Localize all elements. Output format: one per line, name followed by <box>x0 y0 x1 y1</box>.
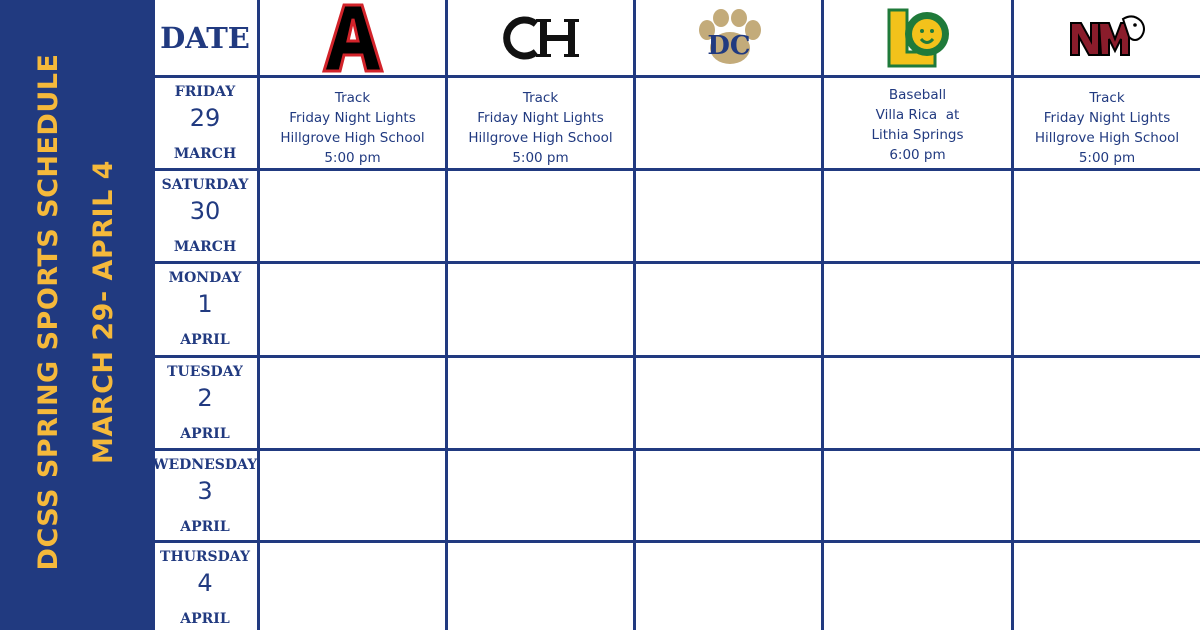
lithia-springs-lion-logo-icon <box>824 2 1011 74</box>
event-name: Friday Night Lights <box>289 110 416 126</box>
day-number: 1 <box>197 290 213 318</box>
event-venue: Hillgrove High School <box>280 130 425 146</box>
event-matchup: Villa Rica at <box>875 107 960 123</box>
douglas-county-paw-logo-icon <box>636 2 821 74</box>
event-cell-friday-new-manchester <box>1014 88 1200 168</box>
event-opponent: Lithia Springs <box>871 127 964 143</box>
new-manchester-jaguar-logo-icon <box>1014 2 1200 74</box>
chapel-hill-logo-icon <box>448 2 633 74</box>
month: APRIL <box>180 332 230 348</box>
alexander-logo-icon <box>260 2 445 74</box>
event-time: 5:00 pm <box>512 150 569 166</box>
weekday: FRIDAY <box>174 84 236 100</box>
weekday: MONDAY <box>168 270 242 286</box>
month: APRIL <box>180 426 230 442</box>
day-number: 30 <box>189 197 221 225</box>
event-cell-friday-chapel-hill <box>448 88 633 168</box>
event-time: 5:00 pm <box>324 150 381 166</box>
event-sport: Track <box>522 90 559 106</box>
event-cell-friday-lithia-springs <box>824 85 1011 165</box>
event-cell-friday-alexander <box>260 88 445 168</box>
event-time: 5:00 pm <box>1078 150 1136 166</box>
day-label-monday <box>152 264 258 355</box>
event-time: 6:00 pm <box>889 147 946 163</box>
event-sport: Track <box>1089 90 1125 106</box>
event-venue: Hillgrove High School <box>468 130 613 146</box>
sidebar-banner <box>0 0 152 630</box>
schedule-title: DCSS SPRING SPORTS SCHEDULE <box>33 53 64 571</box>
day-number: 3 <box>197 477 213 505</box>
weekday: TUESDAY <box>167 364 243 380</box>
month: MARCH <box>173 239 237 255</box>
event-name: Friday Night Lights <box>477 110 604 126</box>
schedule-grid <box>152 0 1200 630</box>
month: APRIL <box>180 519 230 535</box>
month: MARCH <box>173 146 237 162</box>
weekday: WEDNESDAY <box>152 457 258 473</box>
day-label-thursday <box>152 543 258 630</box>
day-number: 29 <box>189 104 221 132</box>
event-name: Friday Night Lights <box>1043 110 1171 126</box>
month: APRIL <box>180 611 230 627</box>
day-number: 2 <box>197 384 213 412</box>
day-number: 4 <box>197 569 213 597</box>
schedule-date-range: MARCH 29- APRIL 4 <box>88 160 119 464</box>
day-label-friday <box>152 78 258 168</box>
weekday: SATURDAY <box>161 177 249 193</box>
svg-text:DC: DC <box>706 31 751 61</box>
sidebar-title-block <box>21 2 131 622</box>
date-column-header: DATE <box>160 21 250 55</box>
weekday: THURSDAY <box>160 549 250 565</box>
event-sport: Baseball <box>888 87 947 103</box>
day-label-wednesday <box>152 451 258 540</box>
day-label-tuesday <box>152 358 258 448</box>
event-sport: Track <box>334 90 371 106</box>
event-venue: Hillgrove High School <box>1034 130 1180 146</box>
day-label-saturday <box>152 171 258 261</box>
